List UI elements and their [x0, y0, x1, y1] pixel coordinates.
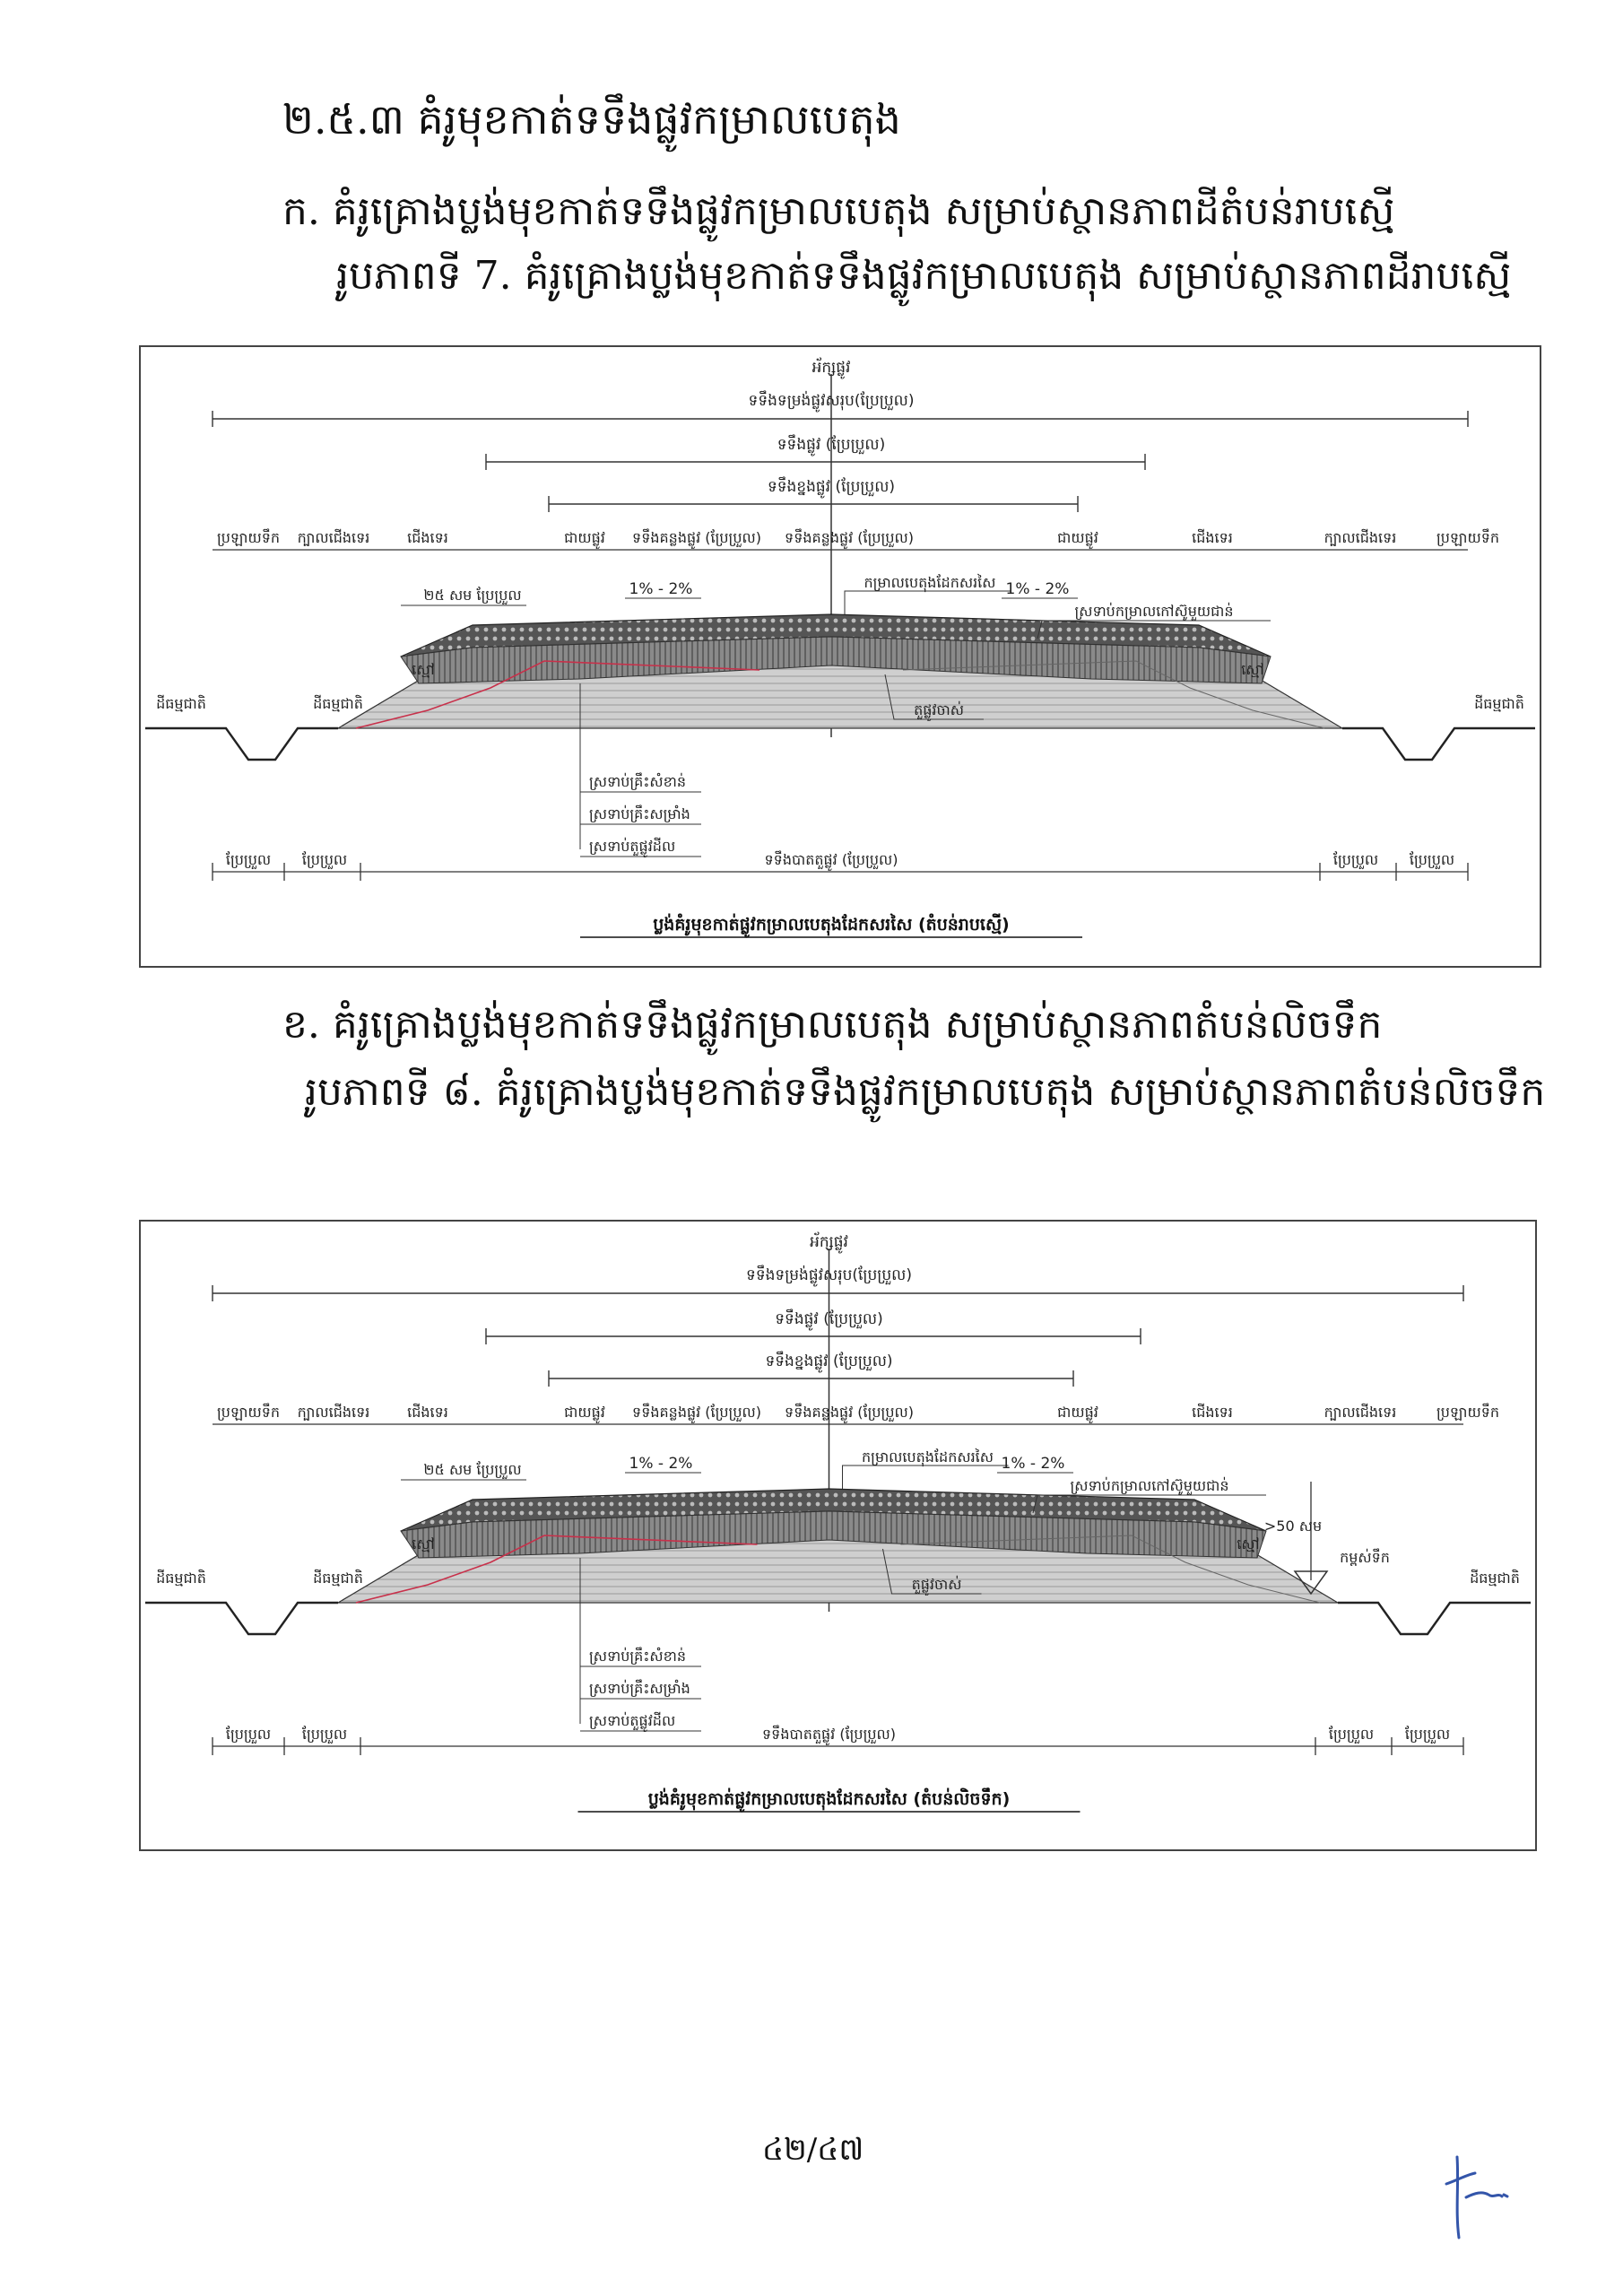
- slope-right-label: 1% - 2%: [1001, 1455, 1065, 1473]
- freeboard-label: >50 សម: [1263, 1518, 1323, 1535]
- subsection-b-title: ខ. គំរូគ្រោងប្លង់មុខកាត់ទទឹងផ្លូវកម្រាលបេតុង សម្រាប់ស្ថានភាពតំបន់លិចទឹក: [282, 1002, 1383, 1048]
- zone-label: ក្បាលជើងទេរ: [1324, 1404, 1397, 1421]
- bottom-variable-label: ប្រែប្រួល: [301, 1726, 348, 1743]
- shoulder-thickness-label: ២៥ សម ប្រែប្រួល: [423, 1461, 522, 1478]
- cross-section-drawing-flood: [139, 1220, 1537, 1851]
- natural-ground-label-mid: ដីធម្មជាតិ: [313, 1570, 363, 1587]
- old-road-label: តួផ្លូវចាស់: [914, 701, 964, 718]
- layer-label: ស្រទាប់តួផ្លូវដីល: [589, 1712, 676, 1729]
- drawing-svg: [141, 1222, 1535, 1849]
- zone-label: ជាយផ្លូវ: [564, 1404, 605, 1421]
- subsection-a-title: ក. គំរូគ្រោងប្លង់មុខកាត់ទទឹងផ្លូវកម្រាលបេតុង សម្រាប់ស្ថានភាពដីតំបន់រាបស្មើ: [282, 188, 1395, 234]
- zone-label: ទទឹងគន្លងផ្លូវ (ប្រែប្រួល): [632, 1404, 761, 1421]
- slope-protect-label-left: ស្មៅ: [412, 1535, 435, 1552]
- total-width-label: ទទឹងទម្រង់ផ្លូវសរុប(ប្រែប្រួល): [746, 1266, 912, 1284]
- bottom-variable-label: ប្រែប្រួល: [225, 1726, 272, 1743]
- cross-section-drawing-flat: [139, 345, 1541, 968]
- concrete-leader: [843, 1465, 1009, 1489]
- zone-label: ក្បាលជើងទេរ: [1324, 529, 1397, 546]
- right-ditch: [1342, 728, 1535, 760]
- left-ditch: [145, 728, 338, 760]
- natural-ground-label-left: ដីធម្មជាតិ: [156, 695, 206, 712]
- zone-label: ជើងទេរ: [407, 529, 448, 546]
- zone-label: ជើងទេរ: [1192, 1404, 1233, 1421]
- slope-protect-label-right: ស្មៅ: [1237, 1535, 1260, 1552]
- base-layer-label: ស្រទាប់កម្រាលកៅស៊ូមួយជាន់: [1070, 1477, 1229, 1494]
- layer-label: ស្រទាប់គ្រឹះសំខាន់: [589, 1648, 686, 1665]
- road-width-label: ទទឹងផ្លូវ (ប្រែប្រួល): [775, 1310, 883, 1328]
- natural-ground-label-left: ដីធម្មជាតិ: [156, 1570, 206, 1587]
- zone-label: ប្រឡាយទឹក: [1436, 529, 1499, 546]
- zone-label: ប្រឡាយទឹក: [1436, 1404, 1499, 1421]
- bottom-variable-label: ប្រែប្រួល: [1409, 851, 1455, 868]
- old-road-label: តួផ្លូវចាស់: [911, 1576, 962, 1593]
- figure-8-title: រូបភាពទី ៨. គំរូគ្រោងប្លង់មុខកាត់ទទឹងផ្លូវកម្រាលបេតុង សម្រាប់ស្ថានភាពតំបន់លិចទឹក: [305, 1069, 1546, 1115]
- zone-label: ជើងទេរ: [1192, 529, 1233, 546]
- bottom-variable-label: ប្រែប្រួល: [1404, 1726, 1451, 1743]
- zone-label: ជាយផ្លូវ: [1057, 1404, 1098, 1421]
- signature-mark: [1439, 2148, 1520, 2247]
- layer-label: ស្រទាប់គ្រឹះសម្រាំង: [589, 1680, 690, 1697]
- carriage-width-label: ទទឹងខ្នងផ្លូវ (ប្រែប្រួល): [765, 1352, 893, 1370]
- water-level-label: កម្ពស់ទឹក: [1340, 1549, 1390, 1566]
- bottom-variable-label: ប្រែប្រួល: [301, 851, 348, 868]
- carriage-width-label: ទទឹងខ្នងផ្លូវ (ប្រែប្រួល): [767, 478, 896, 496]
- zone-label: ជើងទេរ: [407, 1404, 448, 1421]
- zone-label: ប្រឡាយទឹក: [217, 529, 280, 546]
- bottom-variable-label: ប្រែប្រួល: [1328, 1726, 1375, 1743]
- bottom-width-label: ទទឹងបាតតួផ្លូវ (ប្រែប្រួល): [762, 1726, 896, 1743]
- natural-ground-label-right: ដីធម្មជាតិ: [1474, 695, 1524, 712]
- shoulder-thickness-label: ២៥ សម ប្រែប្រួល: [423, 587, 522, 604]
- natural-ground-label-mid: ដីធម្មជាតិ: [313, 695, 363, 712]
- zone-label: ជាយផ្លូវ: [564, 529, 605, 546]
- concrete-slab-label: កម្រាលបេតុងដែកសរសៃ: [864, 574, 996, 591]
- right-ditch: [1338, 1603, 1531, 1634]
- layer-label: ស្រទាប់គ្រឹះសម្រាំង: [589, 805, 690, 822]
- left-ditch: [145, 1603, 338, 1634]
- axis-label: អ័ក្សផ្លូវ: [812, 359, 851, 377]
- drawing-svg: [141, 347, 1540, 966]
- road-width-label: ទទឹងផ្លូវ (ប្រែប្រួល): [777, 436, 886, 454]
- bottom-variable-label: ប្រែប្រួល: [225, 851, 272, 868]
- total-width-label: ទទឹងទម្រង់ផ្លូវសរុប(ប្រែប្រួល): [748, 392, 915, 410]
- zone-label: ទទឹងគន្លងផ្លូវ (ប្រែប្រួល): [785, 1404, 914, 1421]
- base-layer-label: ស្រទាប់កម្រាលកៅស៊ូមួយជាន់: [1074, 603, 1234, 620]
- slope-left-label: 1% - 2%: [629, 1455, 693, 1473]
- layer-label: ស្រទាប់តួផ្លូវដីល: [589, 838, 676, 855]
- zone-label: ប្រឡាយទឹក: [217, 1404, 280, 1421]
- bottom-width-label: ទទឹងបាតតួផ្លូវ (ប្រែប្រួល): [764, 851, 898, 868]
- page-number: ៤២/៤៧: [762, 2132, 864, 2168]
- concrete-slab-label: កម្រាលបេតុងដែកសរសៃ: [862, 1448, 994, 1465]
- axis-label: អ័ក្សផ្លូវ: [810, 1233, 848, 1251]
- bottom-variable-label: ប្រែប្រួល: [1332, 851, 1379, 868]
- figure-caption: ប្លង់គំរូមុខកាត់ផ្លូវកម្រាលបេតុងដែកសរសៃ (តំបន់រាបស្មើ): [653, 915, 1010, 935]
- zone-label: ក្បាលជើងទេរ: [297, 529, 370, 546]
- natural-ground-label-right: ដីធម្មជាតិ: [1470, 1570, 1520, 1587]
- figure-7-title: រូបភាពទី 7. គំរូគ្រោងប្លង់មុខកាត់ទទឹងផ្លូវកម្រាលបេតុង សម្រាប់ស្ថានភាពដីរាបស្មើ: [336, 253, 1512, 299]
- slope-protect-label-left: ស្មៅ: [412, 661, 435, 678]
- concrete-leader: [845, 591, 1011, 614]
- figure-caption: ប្លង់គំរូមុខកាត់ផ្លូវកម្រាលបេតុងដែកសរសៃ (តំបន់លិចទឹក): [647, 1789, 1011, 1809]
- slope-left-label: 1% - 2%: [629, 580, 693, 598]
- section-title: ២.៥.៣ គំរូមុខកាត់ទទឹងផ្លូវកម្រាលបេតុង: [282, 95, 901, 144]
- layer-label: ស្រទាប់គ្រឹះសំខាន់: [589, 773, 686, 790]
- zone-label: ក្បាលជើងទេរ: [297, 1404, 370, 1421]
- slope-protect-label-right: ស្មៅ: [1241, 661, 1264, 678]
- zone-label: ជាយផ្លូវ: [1057, 529, 1098, 546]
- slope-right-label: 1% - 2%: [1005, 580, 1070, 598]
- zone-label: ទទឹងគន្លងផ្លូវ (ប្រែប្រួល): [785, 529, 914, 546]
- zone-label: ទទឹងគន្លងផ្លូវ (ប្រែប្រួល): [632, 529, 761, 546]
